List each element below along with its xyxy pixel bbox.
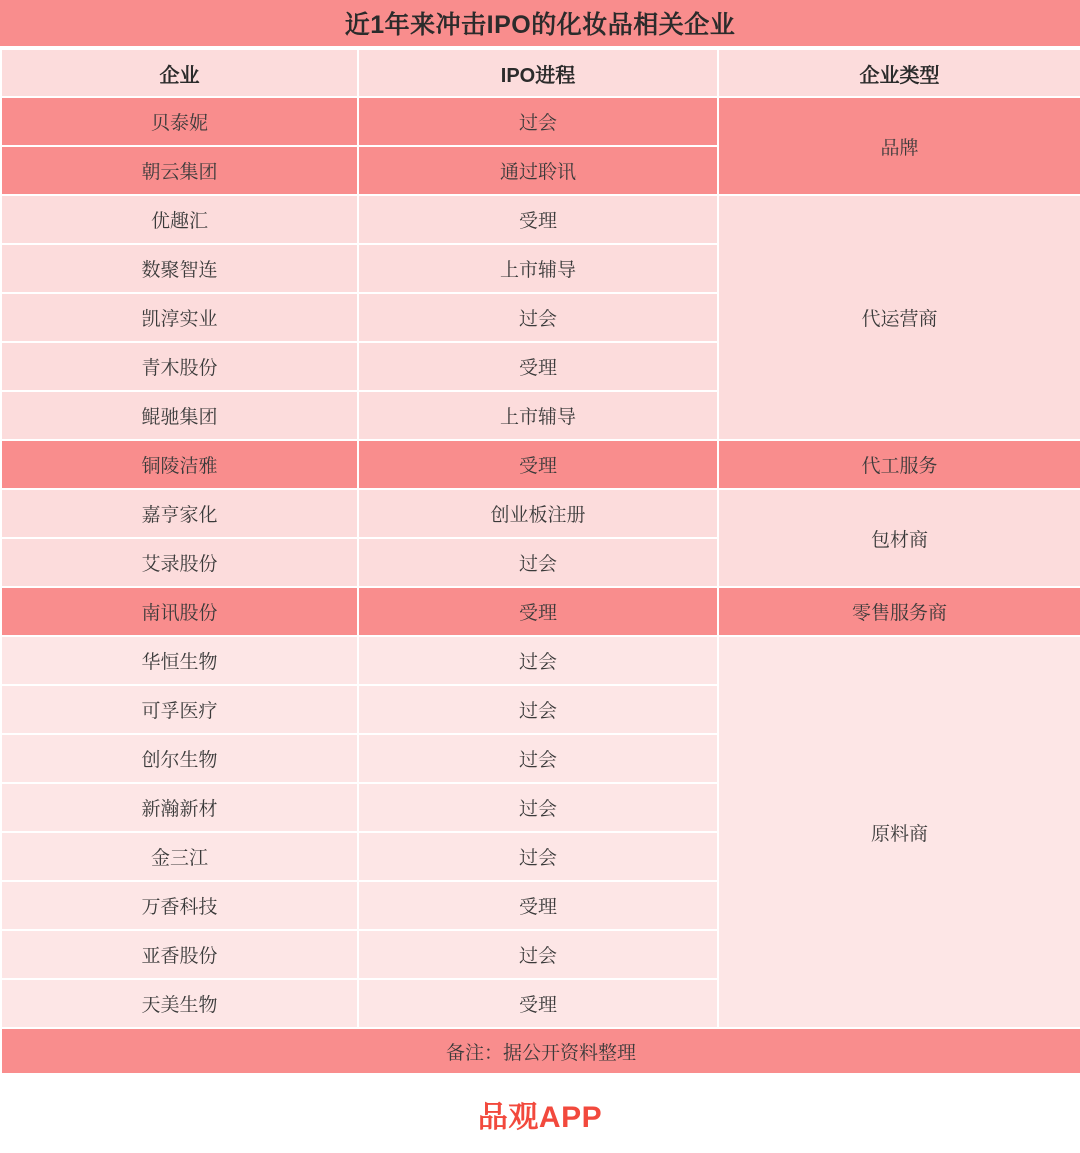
cell-progress: 通过聆讯 [358,146,718,195]
cell-progress: 过会 [358,636,718,685]
cell-company: 华恒生物 [1,636,358,685]
cell-company: 优趣汇 [1,195,358,244]
brand-logo-text: 品观APP [477,1101,603,1134]
cell-company-type: 代运营商 [718,195,1080,440]
table-footer [1,1028,1080,1074]
cell-company: 南讯股份 [1,587,358,636]
column-header-company: 企业 [1,49,358,97]
cell-company-type: 零售服务商 [718,587,1080,636]
cell-progress: 受理 [358,881,718,930]
table-row [1,489,1080,538]
header-row [1,49,1080,97]
page-title: 近1年来冲击IPO的化妆品相关企业 [344,11,736,39]
table-row [1,195,1080,244]
footer [0,1075,1080,1153]
table-row [1,636,1080,685]
cell-progress: 受理 [358,440,718,489]
cell-company: 嘉亨家化 [1,489,358,538]
cell-company-type: 品牌 [718,97,1080,195]
cell-company: 艾录股份 [1,538,358,587]
cell-progress: 上市辅导 [358,244,718,293]
cell-company: 万香科技 [1,881,358,930]
cell-progress: 过会 [358,685,718,734]
cell-progress: 过会 [358,97,718,146]
cell-company: 青木股份 [1,342,358,391]
table-body [1,97,1080,1028]
cell-progress: 过会 [358,930,718,979]
cell-progress: 受理 [358,342,718,391]
cell-company: 新瀚新材 [1,783,358,832]
column-header-progress: IPO进程 [358,49,718,97]
cell-progress: 受理 [358,587,718,636]
cell-progress: 创业板注册 [358,489,718,538]
note-row [1,1028,1080,1074]
cell-progress: 过会 [358,734,718,783]
cell-progress: 过会 [358,293,718,342]
page-title-bar [0,0,1080,48]
cell-company-type: 原料商 [718,636,1080,1028]
cell-company: 凯淳实业 [1,293,358,342]
cell-company: 数聚智连 [1,244,358,293]
note-text: 备注：据公开资料整理 [1,1028,1080,1074]
table-row [1,440,1080,489]
cell-company: 亚香股份 [1,930,358,979]
cell-company: 鲲驰集团 [1,391,358,440]
cell-progress: 受理 [358,979,718,1028]
cell-company: 创尔生物 [1,734,358,783]
table-row [1,97,1080,146]
ipo-table [0,48,1080,1075]
cell-progress: 受理 [358,195,718,244]
cell-progress: 过会 [358,783,718,832]
cell-company: 铜陵洁雅 [1,440,358,489]
cell-company: 金三江 [1,832,358,881]
table-header [1,49,1080,97]
cell-progress: 上市辅导 [358,391,718,440]
cell-company-type: 包材商 [718,489,1080,587]
cell-company: 可孚医疗 [1,685,358,734]
cell-company: 贝泰妮 [1,97,358,146]
cell-company: 朝云集团 [1,146,358,195]
table-row [1,587,1080,636]
cell-company-type: 代工服务 [718,440,1080,489]
cell-company: 天美生物 [1,979,358,1028]
cell-progress: 过会 [358,832,718,881]
column-header-type: 企业类型 [718,49,1080,97]
cell-progress: 过会 [358,538,718,587]
